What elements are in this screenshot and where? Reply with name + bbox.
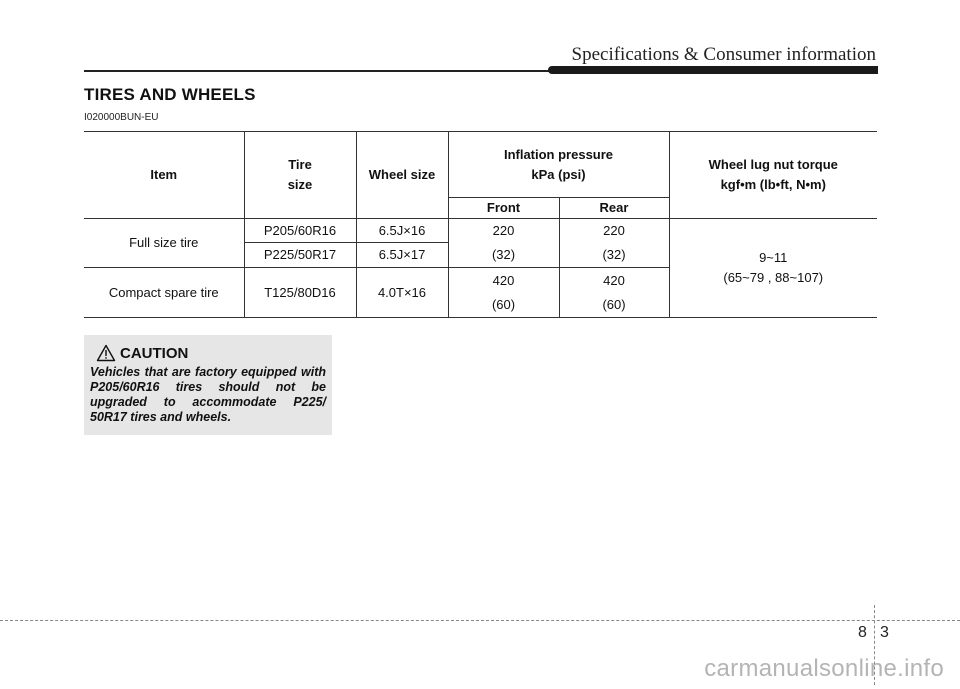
header-bar [548,66,878,74]
cell-tire-p205: P205/60R16 [244,219,356,243]
cell-front-full-size: 220 (32) [448,219,559,268]
section-title: TIRES AND WHEELS [84,85,256,104]
cell-rear-spare: 420 (60) [559,268,669,318]
cell-item-full-size: Full size tire [84,219,244,268]
header-lug-nut-torque: Wheel lug nut torque kgf•m (lb•ft, N•m) [669,132,877,219]
cell-wheel-p205: 6.5J×16 [356,219,448,243]
header-wheel-size: Wheel size [356,132,448,219]
caution-text: Vehicles that are factory equipped with P205/60R16 tires should not be upgraded to accommodate P225/ 50R17 tires and wheels. [90,365,326,424]
cell-wheel-p225: 6.5J×17 [356,243,448,268]
caution-box [84,335,332,435]
cell-wheel-t125: 4.0T×16 [356,268,448,318]
header-rear: Rear [559,198,669,219]
header-item: Item [84,132,244,219]
cell-torque: 9~11 (65~79 , 88~107) [669,219,877,318]
page-number: 3 [880,624,889,641]
cell-tire-t125: T125/80D16 [244,268,356,318]
header-title: Specifications & Consumer information [571,44,876,65]
cell-front-spare: 420 (60) [448,268,559,318]
header-rule [84,70,554,72]
cell-tire-p225: P225/50R17 [244,243,356,268]
footer-dashed-rule [0,620,960,621]
caution-label: CAUTION [120,344,189,362]
warning-triangle-icon [96,344,116,362]
cell-item-compact-spare: Compact spare tire [84,268,244,318]
chapter-number: 8 [858,624,867,641]
tires-wheels-table [84,131,877,318]
section-code: I020000BUN-EU [84,112,159,123]
caution-heading [96,344,188,362]
header-inflation-pressure: Inflation pressure kPa (psi) [448,132,669,198]
watermark: carmanualsonline.info [704,655,944,682]
header-tire-size: Tire size [244,132,356,219]
cell-rear-full-size: 220 (32) [559,219,669,268]
header-front: Front [448,198,559,219]
